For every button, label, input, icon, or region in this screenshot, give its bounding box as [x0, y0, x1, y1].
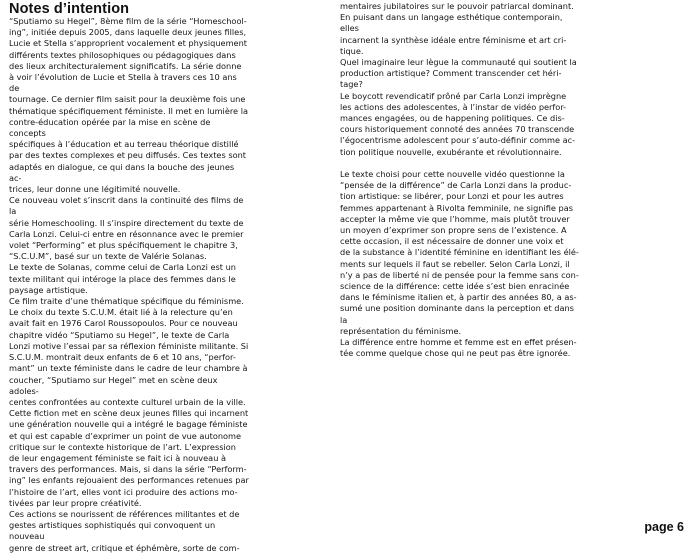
paragraph: Ces actions se nourissent de références militantes et de gestes artistiques sophistiqués qui convoquent un nouveau genre de street art, critique et éphémère, sorte de com-	[9, 508, 240, 553]
paragraph: La différence entre homme et femme est en effet présen- tée comme quelque chose qui ne peut pas être ignorée.	[340, 337, 577, 359]
page-title: Notes d’intention	[9, 1, 130, 17]
paragraph: Cette fiction met en scène deux jeunes filles qui incarnent une génération nouvelle qui a intégré le bagage féministe et qui est capable d’exprimer un point de vue autonome critique sur le contexte historique de l’art. L’expression de leur engagement féministe se fait ici à nouveau à travers des performances. Mais, si dans la série “Perform- ing” les enfants rejouaient des performances retenues par l’histoire de l’art, elles vont ici produire des actions mo- tivées par leur propre créativité.	[9, 408, 249, 508]
right-column	[340, 1, 582, 359]
paragraph: Quel imaginaire leur lègue la communauté qui soutient la production artistique? Comment transcender cet héri- tage?	[340, 57, 577, 90]
page-number: page 6	[644, 520, 684, 534]
paragraph: Le boycott revendicatif prôné par Carla Lonzi imprègne les actions des adolescentes, à l’instar de vidéo perfor- mances engagées, ou de happening politiques. Ce dis- cours historiquement connoté des années 70 transcende l’égocentrisme adolescent pour s’auto-définir comme ac- tion politique nouvelle, exubérante et révolutionnaire.	[340, 90, 576, 157]
paragraph: “Sputiamo su Hegel”, 8ème film de la série “Homeschool- ing”, initiée depuis 2005, dans laquelle deux jeunes filles, Lucie et Stella s’approprient vocalement et physiquement différents textes philosophiques ou pédagogiques dans des lieux architecturalement significatifs. La série donne à voir l’évolution de Lucie et Stella à travers ces 10 ans de tournage. Ce dernier film saisit pour la deuxième fois une thématique spécifiquement féministe. Il met en lumière la contre-éducation opérée par la mise en scène de concepts spécifiques à l’éducation et au terreau théorique distillé par des textes complexes et peu diffusés. Ces textes sont adaptés en dialogue, ce qui dans la bouche des jeunes ac- trices, leur donne une légitimité nouvelle.	[9, 16, 248, 195]
left-column	[9, 16, 249, 554]
paragraph: Le texte de Solanas, comme celui de Carla Lonzi est un texte militant qui intéroge la place des femmes dans le paysage artistique.	[9, 262, 236, 295]
paragraph: mentaires jubilatoires sur le pouvoir patriarcal dominant. En puisant dans un langage esthétique contemporain, elles incarnent la synthèse idéale entre féminisme et art cri- tique.	[340, 1, 574, 56]
paragraph: Le texte choisi pour cette nouvelle vidéo questionne la “pensée de la différence” de Carla Lonzi dans la produc- tion artistique: se libérer, pour Lonzi et pour les autres femmes appartenant à Rivolta femminile, ne signifie pas accepter la même vie que l’homme, mais plutôt trouver un moyen d’exprimer son propre sens de l’existence. A cette occasion, il est nécessaire de donner une voix et de la substance à l’identité féminine en identifiant les élé- ments sur lequels il faut se rebeller. Selon Carla Lonzi, il n’y a pas de liberté ni de pensée pour la femme sans con- science de la différence: cette idée s’est bien enracinée dans le féminisme italien et, à partir des années 80, a as- sumé une position dominante dans la perception et dans la représentation du féminisme.	[340, 169, 579, 336]
paragraph: Ce nouveau volet s’inscrit dans la continuité des films de la série Homeschooling. Il s’inspire directement du texte de Carla Lonzi. Celui-ci entre en résonnance avec le premier volet “Performing” et plus spécifiquement le chapitre 3, “S.C.U.M”, basé sur un texte de Valérie Solanas.	[9, 195, 244, 262]
paragraph-spacer	[340, 158, 582, 169]
paragraph: Ce film traite d’une thématique spécifique du féminisme. Le choix du texte S.C.U.M. était lié à la relecture qu’en avait fait en 1976 Carol Roussopoulos. Pour ce nouveau chapitre vidéo “Sputiamo su Hegel”, le texte de Carla Lonzi motive l’essai par sa réflexion féministe militante. Si S.C.U.M. montrait deux enfants de 6 et 10 ans, “perfor- mant” un texte féministe dans le cadre de leur chambre à coucher, “Sputiamo sur Hegel” met en scène deux adoles- centes confrontées au contexte culturel urbain de la ville.	[9, 296, 249, 407]
